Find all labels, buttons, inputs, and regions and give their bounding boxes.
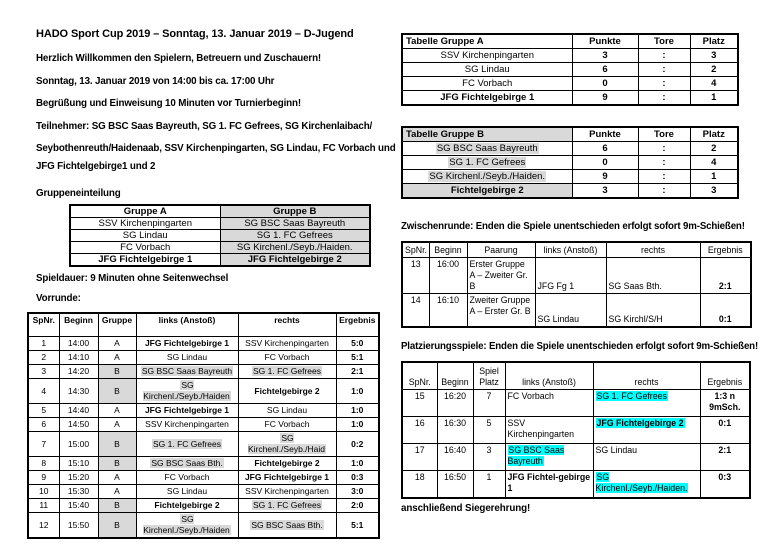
spielplatz-cell: 3	[473, 444, 505, 471]
rechts-team-cell	[238, 513, 336, 539]
punkte-cell: 9	[572, 91, 638, 106]
gruppe-cell: B	[98, 379, 136, 404]
links-team-cell	[505, 444, 593, 471]
beginn-header: Beginn	[59, 313, 98, 337]
rechts-team-cell: SG Kirchl/S/H	[606, 294, 700, 328]
match-row	[28, 485, 379, 499]
tore-cell: :	[638, 63, 690, 77]
team-name: SG 1. FC Gefrees	[596, 391, 667, 401]
punkte-header: Punkte	[572, 34, 638, 49]
paarung-cell: Erster Gruppe A – Zweiter Gr. B	[467, 258, 535, 294]
spnr-header: SpNr.	[402, 242, 429, 258]
group-a-team: JFG Fichtelgebirge 1	[70, 254, 220, 267]
spnr-cell: 1	[28, 337, 59, 351]
links-team-cell: SG Lindau	[535, 294, 606, 328]
beginn-cell: 15:40	[59, 499, 98, 513]
links-team-cell: FC Vorbach	[505, 390, 593, 417]
spielplatz-cell: 7	[473, 390, 505, 417]
vorrunde-header-row	[28, 313, 379, 337]
spnr-cell: 13	[402, 258, 429, 294]
team-name: SG 1. FC Gefrees	[252, 500, 322, 510]
standings-row	[402, 184, 738, 199]
beginn-cell: 14:00	[59, 337, 98, 351]
ergebnis-cell: 5:1	[336, 513, 379, 539]
group-row	[70, 254, 370, 267]
links-team-cell: Fichtelgebirge 2	[136, 499, 238, 513]
links-team-cell: JFG Fg 1	[535, 258, 606, 294]
team-name: SG BSC Saas Bayreuth	[507, 445, 565, 466]
tabelle-gruppe-b	[401, 126, 739, 199]
punkte-header: Punkte	[572, 127, 638, 142]
page-title: HADO Sport Cup 2019 – Sonntag, 13. Januar 2019 – D-Jugend	[36, 28, 354, 40]
gruppe-cell: B	[98, 457, 136, 471]
right-column	[401, 33, 761, 514]
gruppe-cell: A	[98, 351, 136, 365]
team-cell	[402, 142, 572, 156]
ergebnis-header: Ergebnis	[700, 242, 751, 258]
beginn-cell: 16:40	[437, 444, 473, 471]
gruppe-cell: B	[98, 513, 136, 539]
rechts-team-cell	[238, 365, 336, 379]
ergebnis-header: Ergebnis	[336, 313, 379, 337]
team-cell: FC Vorbach	[402, 77, 572, 91]
links-team-cell: JFG Fichtelgebirge 1	[136, 404, 238, 418]
ergebnis-cell: 2:1	[336, 365, 379, 379]
team-name: SG Kirchenl./Seyb./Haid	[247, 433, 325, 454]
ergebnis-cell: 5:1	[336, 351, 379, 365]
ergebnis-cell: 1:0	[336, 418, 379, 432]
beginn-header: Beginn	[429, 242, 467, 258]
standings-header-row	[402, 34, 738, 49]
table-title: Tabelle Gruppe A	[402, 34, 572, 49]
links-team-cell: JFG Fichtelgebirge 1	[136, 337, 238, 351]
match-row	[28, 432, 379, 457]
team-name: SG Kirchenl./Seyb./Haiden	[143, 380, 230, 401]
group-b-team: SG BSC Saas Bayreuth	[220, 218, 370, 230]
platzierungsspiele-table	[401, 361, 751, 499]
ergebnis-cell: 3:0	[336, 485, 379, 499]
links-team-cell: SSV Kirchenpingarten	[136, 418, 238, 432]
rechts-header: rechts	[238, 313, 336, 337]
rechts-team-cell: SG Lindau	[593, 444, 700, 471]
match-row	[28, 365, 379, 379]
rechts-team-cell: Fichtelgebirge 2	[238, 457, 336, 471]
links-header: links (Anstoß)	[505, 362, 593, 390]
team-cell: JFG Fichtelgebirge 1	[402, 91, 572, 106]
punkte-cell: 0	[572, 77, 638, 91]
links-team-cell	[136, 432, 238, 457]
platz-cell: 3	[690, 49, 738, 63]
beginn-cell: 15:10	[59, 457, 98, 471]
group-a-header: Gruppe A	[70, 205, 220, 218]
beginn-cell: 16:20	[437, 390, 473, 417]
tore-cell: :	[638, 170, 690, 184]
date-line: Sonntag, 13. Januar 2019 von 14:00 bis ca. 17:00 Uhr	[36, 76, 275, 87]
punkte-cell: 3	[572, 49, 638, 63]
ergebnis-cell: 0:3	[700, 471, 750, 499]
spnr-cell: 11	[28, 499, 59, 513]
spnr-cell: 18	[402, 471, 437, 499]
paarung-header: Paarung	[467, 242, 535, 258]
rechts-team-cell: SSV Kirchenpingarten	[238, 337, 336, 351]
spnr-cell: 12	[28, 513, 59, 539]
paarung-cell: Zweiter Gruppe A – Erster Gr. B	[467, 294, 535, 328]
ergebnis-cell: 2:1	[700, 444, 750, 471]
vorrunde-heading: Vorrunde:	[36, 293, 81, 304]
spieldauer-line: Spieldauer: 9 Minuten ohne Seitenwechsel	[36, 273, 229, 284]
beginn-cell: 16:50	[437, 471, 473, 499]
punkte-cell: 0	[572, 156, 638, 170]
group-a-team: SG Lindau	[70, 230, 220, 242]
gruppe-cell: A	[98, 404, 136, 418]
ergebnis-cell: 0:1	[700, 294, 751, 328]
team-name: SG Kirchenl./Seyb./Haiden.	[595, 472, 688, 493]
beginn-cell: 15:00	[59, 432, 98, 457]
gruppe-cell: B	[98, 365, 136, 379]
platz-cell: 3	[690, 184, 738, 199]
team-name: SG Kirchenl./Seyb./Haiden	[143, 514, 230, 535]
links-team-cell: SG Lindau	[136, 351, 238, 365]
links-team-cell: SG Lindau	[136, 485, 238, 499]
group-b-header: Gruppe B	[220, 205, 370, 218]
tore-cell: :	[638, 49, 690, 63]
rechts-team-cell: SG Lindau	[238, 404, 336, 418]
standings-row	[402, 170, 738, 184]
links-team-cell: JFG Fichtel-gebirge 1	[505, 471, 593, 499]
match-row	[28, 499, 379, 513]
platzierungsspiele-heading: Platzierungsspiele: Enden die Spiele unentschieden erfolgt sofort 9m-Schießen!	[401, 341, 759, 352]
ergebnis-cell: 0:3	[336, 471, 379, 485]
standings-row	[402, 91, 738, 106]
vorrunde-table	[27, 312, 380, 539]
platz-header: Platz	[690, 34, 738, 49]
tabelle-gruppe-a	[401, 33, 739, 106]
gruppe-cell: A	[98, 337, 136, 351]
team-name: SG 1. FC Gefrees	[449, 156, 526, 168]
tore-cell: :	[638, 156, 690, 170]
zwischenrunde-heading: Zwischenrunde: Enden die Spiele unentschieden erfolgt sofort 9m-Schießen!	[401, 221, 745, 232]
standings-row	[402, 49, 738, 63]
platz-cell: 4	[690, 156, 738, 170]
match-row	[28, 379, 379, 404]
links-team-cell	[136, 379, 238, 404]
match-row	[28, 471, 379, 485]
match-row	[28, 351, 379, 365]
team-name: SG BSC Saas Bayreuth	[141, 366, 233, 376]
team-cell: Fichtelgebirge 2	[402, 184, 572, 199]
team-cell: SG Lindau	[402, 63, 572, 77]
spnr-cell: 14	[402, 294, 429, 328]
ergebnis-cell: 0:2	[336, 432, 379, 457]
standings-row	[402, 77, 738, 91]
spnr-cell: 15	[402, 390, 437, 417]
platzierung-header-row	[402, 362, 750, 390]
rechts-team-cell: SSV Kirchenpingarten	[238, 485, 336, 499]
standings-row	[402, 142, 738, 156]
team-name: SG BSC Saas Bayreuth	[436, 142, 538, 154]
group-a-team: FC Vorbach	[70, 242, 220, 254]
links-team-cell	[136, 365, 238, 379]
rechts-team-cell: JFG Fichtelgebirge 1	[238, 471, 336, 485]
spielplatz-header: Spiel Platz	[473, 362, 505, 390]
platz-cell: 4	[690, 77, 738, 91]
rechts-team-cell: SG Saas Bth.	[606, 258, 700, 294]
zwischenrunde-table	[401, 241, 752, 328]
rechts-header: rechts	[606, 242, 700, 258]
tore-cell: :	[638, 91, 690, 106]
beginn-cell: 14:10	[59, 351, 98, 365]
beginn-cell: 16:30	[437, 417, 473, 444]
punkte-cell: 3	[572, 184, 638, 199]
team-cell	[402, 156, 572, 170]
punkte-cell: 6	[572, 142, 638, 156]
match-row	[28, 457, 379, 471]
spielplatz-cell: 5	[473, 417, 505, 444]
platz-cell: 1	[690, 91, 738, 106]
spnr-cell: 3	[28, 365, 59, 379]
group-row	[70, 230, 370, 242]
match-row	[28, 513, 379, 539]
spielplatz-cell: 1	[473, 471, 505, 499]
beginn-cell: 14:50	[59, 418, 98, 432]
ergebnis-cell: 0:1	[700, 417, 750, 444]
spnr-cell: 2	[28, 351, 59, 365]
match-row	[402, 444, 750, 471]
siegerehrung-line: anschließend Siegerehrung!	[401, 503, 531, 514]
spnr-cell: 7	[28, 432, 59, 457]
rechts-team-cell	[593, 390, 700, 417]
spnr-cell: 9	[28, 471, 59, 485]
standings-header-row	[402, 127, 738, 142]
table-title: Tabelle Gruppe B	[402, 127, 572, 142]
group-b-team: SG Kirchenl./Seyb./Haiden.	[220, 242, 370, 254]
rechts-team-cell: FC Vorbach	[238, 418, 336, 432]
beginn-cell: 16:10	[429, 294, 467, 328]
teilnehmer-line-1: Teilnehmer: SG BSC Saas Bayreuth, SG 1. FC Gefrees, SG Kirchenlaibach/	[36, 121, 373, 132]
teilnehmer-line-3: JFG Fichtelgebirge1 und 2	[36, 161, 156, 172]
platz-cell: 2	[690, 142, 738, 156]
gruppe-cell: B	[98, 499, 136, 513]
gruppeneinteilung-table	[69, 204, 371, 267]
match-row	[28, 404, 379, 418]
rechts-team-cell	[238, 432, 336, 457]
beginn-cell: 14:40	[59, 404, 98, 418]
links-header: links (Anstoß)	[535, 242, 606, 258]
spnr-cell: 17	[402, 444, 437, 471]
tore-header: Tore	[638, 34, 690, 49]
punkte-cell: 6	[572, 63, 638, 77]
tore-cell: :	[638, 142, 690, 156]
ergebnis-cell: 1:3 n 9mSch.	[700, 390, 750, 417]
match-row	[28, 418, 379, 432]
team-name: SG Kirchenl./Seyb./Haiden.	[429, 170, 546, 182]
ergebnis-cell: 1:0	[336, 457, 379, 471]
team-name: JFG Fichtelgebirge 2	[596, 418, 684, 428]
beginn-cell: 14:20	[59, 365, 98, 379]
ergebnis-cell: 1:0	[336, 379, 379, 404]
left-column	[32, 28, 396, 539]
match-row	[402, 417, 750, 444]
gruppeneinteilung-heading: Gruppeneinteilung	[36, 188, 121, 199]
team-name: SG 1. FC Gefrees	[152, 438, 222, 449]
group-row	[70, 218, 370, 230]
links-header: links (Anstoß)	[136, 313, 238, 337]
match-row	[402, 258, 751, 294]
beginn-cell: 16:00	[429, 258, 467, 294]
links-team-cell: FC Vorbach	[136, 471, 238, 485]
rechts-team-cell	[593, 471, 700, 499]
tore-cell: :	[638, 77, 690, 91]
group-a-team: SSV Kirchenpingarten	[70, 218, 220, 230]
gruppe-cell: A	[98, 485, 136, 499]
teilnehmer-line-2: Seybothenreuth/Haidenaab, SSV Kirchenpingarten, SG Lindau, FC Vorbach und	[36, 143, 396, 154]
gruppe-cell: A	[98, 471, 136, 485]
spnr-cell: 10	[28, 485, 59, 499]
spnr-header: SpNr.	[28, 313, 59, 337]
spnr-cell: 8	[28, 457, 59, 471]
match-row	[402, 471, 750, 499]
ergebnis-cell: 2:1	[700, 258, 751, 294]
match-row	[402, 294, 751, 328]
zwischenrunde-header-row	[402, 242, 751, 258]
group-header-row	[70, 205, 370, 218]
rechts-team-cell	[238, 499, 336, 513]
spnr-cell: 6	[28, 418, 59, 432]
spnr-cell: 5	[28, 404, 59, 418]
beginn-cell: 15:30	[59, 485, 98, 499]
team-cell: SSV Kirchenpingarten	[402, 49, 572, 63]
rechts-team-cell	[593, 417, 700, 444]
tore-cell: :	[638, 184, 690, 199]
ergebnis-cell: 2:0	[336, 499, 379, 513]
group-row	[70, 242, 370, 254]
platz-cell: 2	[690, 63, 738, 77]
standings-row	[402, 156, 738, 170]
ergebnis-cell: 5:0	[336, 337, 379, 351]
beginn-cell: 14:30	[59, 379, 98, 404]
group-b-team: JFG Fichtelgebirge 2	[220, 254, 370, 267]
rechts-team-cell: FC Vorbach	[238, 351, 336, 365]
spnr-cell: 4	[28, 379, 59, 404]
links-team-cell: SSV Kirchenpingarten	[505, 417, 593, 444]
beginn-cell: 15:20	[59, 471, 98, 485]
gruppe-header: Gruppe	[98, 313, 136, 337]
platz-cell: 1	[690, 170, 738, 184]
match-row	[402, 390, 750, 417]
welcome-line: Herzlich Willkommen den Spielern, Betreuern und Zuschauern!	[36, 53, 322, 64]
team-name: SG 1. FC Gefrees	[252, 366, 322, 376]
tore-header: Tore	[638, 127, 690, 142]
team-name: SG BSC Saas Bth.	[251, 519, 323, 530]
ergebnis-header: Ergebnis	[700, 362, 750, 390]
spnr-cell: 16	[402, 417, 437, 444]
match-row	[28, 337, 379, 351]
team-name: SG BSC Saas Bth.	[151, 458, 223, 468]
punkte-cell: 9	[572, 170, 638, 184]
platz-header: Platz	[690, 127, 738, 142]
rechts-header: rechts	[593, 362, 700, 390]
gruppe-cell: B	[98, 432, 136, 457]
beginn-header: Beginn	[437, 362, 473, 390]
gruppe-cell: A	[98, 418, 136, 432]
standings-row	[402, 63, 738, 77]
links-team-cell	[136, 513, 238, 539]
beginn-cell: 15:50	[59, 513, 98, 539]
rechts-team-cell: Fichtelgebirge 2	[238, 379, 336, 404]
team-cell	[402, 170, 572, 184]
briefing-line: Begrüßung und Einweisung 10 Minuten vor Turnierbeginn!	[36, 98, 301, 109]
links-team-cell	[136, 457, 238, 471]
spnr-header: SpNr.	[402, 362, 437, 390]
group-b-team: SG 1. FC Gefrees	[220, 230, 370, 242]
ergebnis-cell: 1:0	[336, 404, 379, 418]
